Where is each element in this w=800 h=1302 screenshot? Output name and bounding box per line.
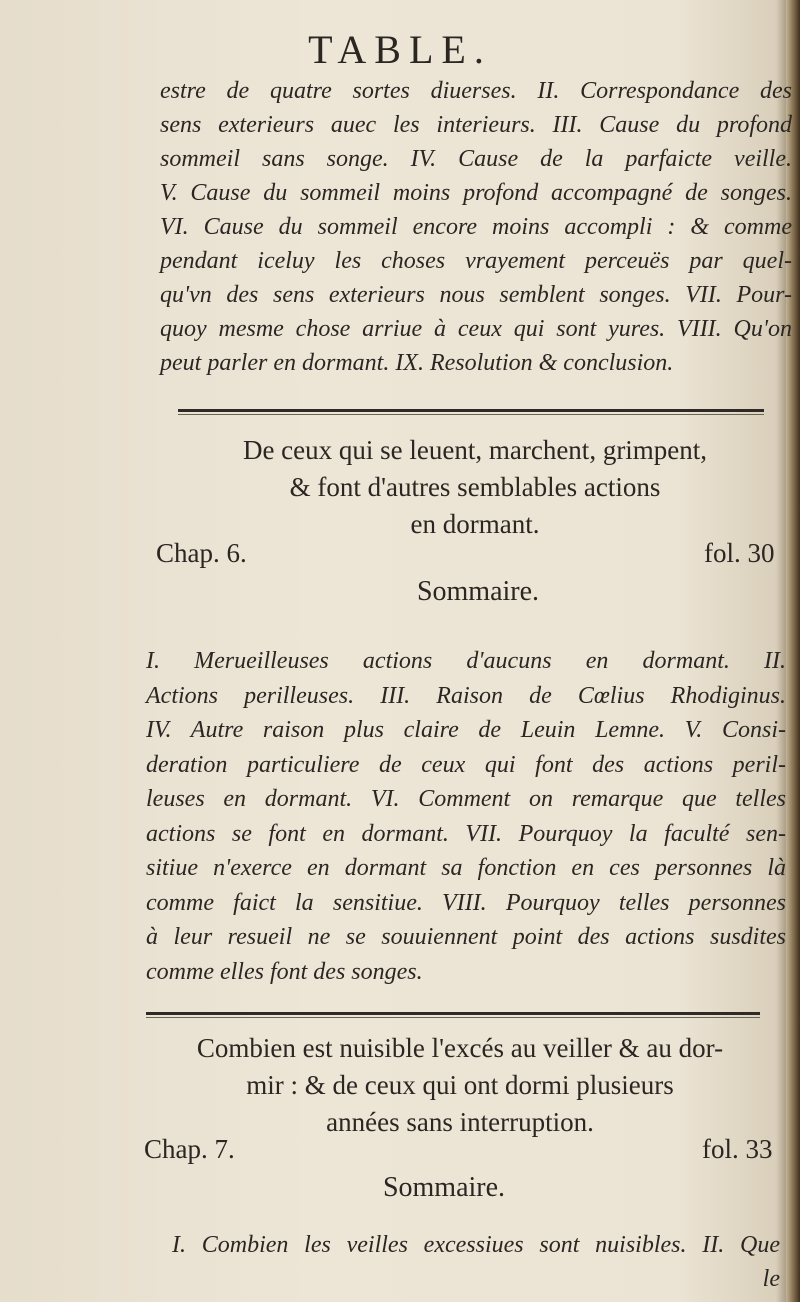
chapter-6-title: De ceux qui se leuent, marchent, grimpent, & font d'autres semblables actions en dormant. [242, 435, 708, 539]
sommaire-heading: Sommaire. [382, 1172, 506, 1203]
summary-line: sens exterieurs auec les interieurs. III. Cause du profond [160, 112, 792, 138]
summary-line: I. Merueilleuses actions d'aucuns en dormant. II. [146, 648, 786, 674]
summary-line: sommeil sans songe. IV. Cause de la parfaicte veille. [160, 146, 792, 172]
section-divider [178, 409, 764, 412]
summary-line: qu'vn des sens exterieurs nous semblent songes. VII. Pour- [160, 282, 792, 308]
summary-line: Actions perilleuses. III. Raison de Cœlius Rhodiginus. [146, 682, 786, 709]
summary-line: actions se font en dormant. VII. Pourquoy la faculté sen- [146, 820, 786, 847]
summary-line: VI. Cause du sommeil encore moins accompli : & comme [160, 214, 792, 240]
summary-line: leuses en dormant. VI. Comment on remarque que telles [146, 786, 786, 812]
summary-chapter-5-continued [160, 74, 792, 380]
summary-line: peut parler en dormant. IX. Resolution & conclusion. [160, 350, 674, 376]
chapter-7-reference [0, 1134, 800, 1170]
summary-line: comme elles font des songes. [146, 958, 423, 985]
folio-number: fol. 33 [702, 1134, 773, 1164]
running-head: TABLE. [308, 27, 492, 72]
folio-number: fol. 30 [704, 538, 775, 568]
chapter-label: Chap. 6. [156, 538, 247, 568]
summary-chapter-6 [146, 644, 786, 989]
summary-line: le [762, 1266, 780, 1292]
section-divider [146, 1012, 760, 1015]
summary-line: IV. Autre raison plus claire de Leuin Lemne. V. Consi- [146, 717, 786, 743]
summary-line: I. Combien les veilles excessiues sont nuisibles. II. Que [172, 1232, 780, 1258]
summary-line: V. Cause du sommeil moins profond accompagné de songes. [160, 180, 792, 206]
summary-line: comme faict la sensitiue. VIII. Pourquoy telles personnes [146, 889, 786, 916]
chapter-7-title: Combien est nuisible l'excés au veiller & au dor- mir : & de ceux qui ont dormi plusieurs années sans interruption. [196, 1033, 724, 1137]
summary-line: estre de quatre sortes diuerses. II. Correspondance des [160, 78, 792, 104]
chapter-label: Chap. 7. [144, 1134, 235, 1164]
sommaire-heading: Sommaire. [416, 576, 540, 607]
summary-line: à leur resueil ne se souuiennent point des actions susdites [146, 924, 786, 950]
chapter-6-reference [0, 538, 800, 574]
summary-line: deration particuliere de ceux qui font des actions peril- [146, 751, 786, 778]
summary-chapter-7 [172, 1228, 780, 1296]
summary-line: quoy mesme chose arriue à ceux qui sont yures. VIII. Qu'on [160, 316, 792, 342]
summary-line: pendant iceluy les choses vrayement perceuës par quel- [160, 248, 792, 274]
summary-line: sitiue n'exerce en dormant sa fonction en ces personnes là [146, 855, 786, 881]
